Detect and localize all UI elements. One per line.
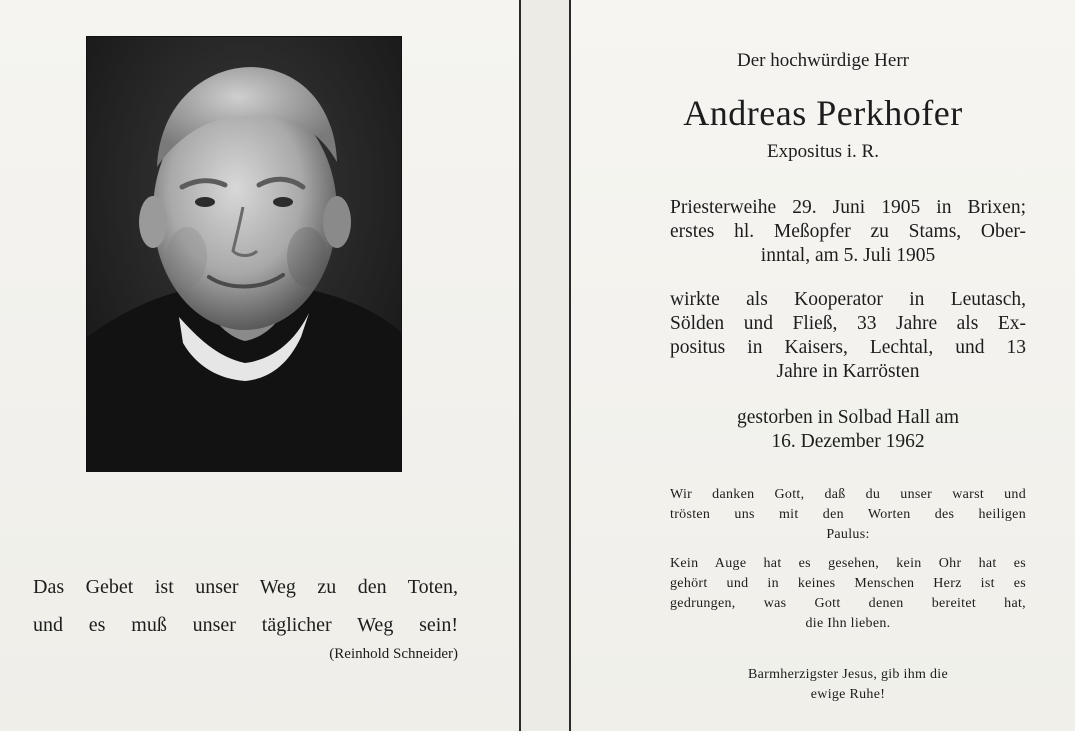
- death-text: [670, 406, 1026, 454]
- portrait-illustration: [87, 37, 401, 471]
- text-line: Barmherzigster Jesus, gib ihm die: [747, 667, 949, 682]
- text-line: inntal, am 5. Juli 1905: [760, 245, 936, 266]
- card-fold-gutter: [519, 0, 571, 731]
- text-line: Jahre in Karrösten: [776, 361, 920, 382]
- scripture-text: [670, 554, 1026, 634]
- closing-prayer: [670, 665, 1026, 705]
- quote-line: und es muß unser täglicher Weg sein!: [33, 614, 458, 636]
- text-line: ewige Ruhe!: [810, 687, 886, 702]
- text-line: erstes hl. Meßopfer zu Stams, Ober-: [670, 221, 1026, 242]
- text-line: gestorben in Solbad Hall am: [736, 407, 960, 428]
- text-line: 16. Dezember 1962: [771, 431, 925, 452]
- honorific: Der hochwürdige Herr: [737, 50, 909, 71]
- work-history-text: [670, 288, 1026, 384]
- text-line: Priesterweihe 29. Juni 1905 in Brixen;: [670, 197, 1026, 218]
- right-page: [571, 0, 1075, 731]
- text-line: positus in Kaisers, Lechtal, und 13: [670, 337, 1026, 358]
- text-line: gedrungen, was Gott denen bereitet hat,: [670, 596, 1026, 611]
- text-line: gehört und in keines Menschen Herz ist es: [670, 576, 1026, 591]
- text-line: Sölden und Fließ, 33 Jahre als Ex-: [670, 313, 1026, 334]
- thanks-text: [670, 485, 1026, 545]
- left-page: [0, 0, 519, 731]
- text-line: trösten uns mit den Worten des heiligen: [670, 507, 1026, 522]
- text-line: Wir danken Gott, daß du unser warst und: [670, 487, 1026, 502]
- fold-line: [519, 0, 521, 731]
- portrait-photo: [86, 36, 402, 472]
- text-line: wirkte als Kooperator in Leutasch,: [670, 289, 1026, 310]
- ordination-text: [670, 196, 1026, 268]
- text-line: die Ihn lieben.: [805, 616, 891, 631]
- deceased-title: Expositus i. R.: [767, 141, 879, 162]
- quote-line: Das Gebet ist unser Weg zu den Toten,: [33, 576, 458, 598]
- text-line: Kein Auge hat es gesehen, kein Ohr hat es: [670, 556, 1026, 571]
- deceased-name: Andreas Perkhofer: [683, 93, 963, 133]
- text-line: Paulus:: [826, 527, 870, 542]
- quote-author: (Reinhold Schneider): [329, 646, 458, 662]
- prayer-quote: [33, 568, 458, 644]
